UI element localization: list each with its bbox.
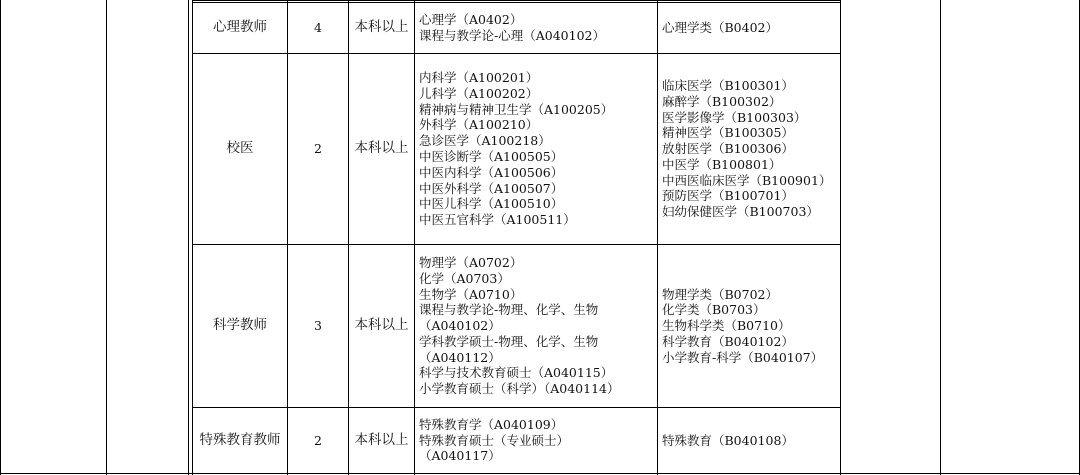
grad-major: 中医五官科学（A100511） [419, 212, 576, 228]
grad-major: 中医内科学（A100506） [419, 164, 564, 180]
undergrad-majors-cell [658, 3, 840, 53]
undergrad-major: 妇幼保健医学（B100703） [662, 204, 819, 220]
education-requirement: 本科以上 [354, 317, 409, 334]
position-cell [193, 408, 287, 473]
column-border [840, 0, 841, 475]
undergrad-major: 心理学类（B0402） [662, 20, 778, 36]
grad-major: 精神病与精神卫生学（A100205） [419, 101, 614, 117]
undergrad-majors-cell [658, 245, 840, 407]
education-requirement: 本科以上 [354, 140, 409, 157]
column-border [940, 0, 941, 475]
grad-major: （A040102） [419, 318, 501, 334]
count-cell [288, 245, 348, 407]
grad-majors-cell [415, 245, 657, 407]
row-border [0, 473, 1080, 474]
grad-major: 课程与教学论-物理、化学、生物 [419, 302, 599, 318]
undergrad-major: 医学影像学（B100303） [662, 109, 807, 125]
grad-major: 外科学（A100210） [419, 117, 539, 133]
grad-major: 科学与技术教育硕士（A040115） [419, 365, 614, 381]
grad-major: 特殊教育硕士（专业硕士） [419, 432, 570, 448]
grad-major: 特殊教育学（A040109） [419, 416, 564, 432]
undergrad-major: 物理学类（B0702） [662, 286, 778, 302]
grad-major: 内科学（A100201） [419, 70, 539, 86]
column-border [106, 0, 107, 475]
undergrad-major: 预防医学（B100701） [662, 188, 794, 204]
position-name: 校医 [226, 140, 254, 157]
grad-major: 中医诊断学（A100505） [419, 149, 564, 164]
undergrad-major: 中医学（B100801） [662, 156, 782, 172]
position-count: 2 [314, 432, 322, 448]
column-border [188, 0, 189, 475]
count-cell [288, 54, 348, 244]
grad-major: 生物学（A0710） [419, 286, 523, 302]
column-border [0, 0, 1, 475]
grad-major: （A040117） [419, 448, 501, 464]
undergrad-major: 临床医学（B100301） [662, 77, 794, 93]
undergrad-major: 化学类（B0703） [662, 302, 766, 318]
grad-major: 中医外科学（A100507） [419, 180, 564, 196]
undergrad-major: 精神医学（B100305） [662, 125, 794, 141]
grad-major: 急诊医学（A100218） [419, 133, 551, 149]
grad-major: 儿科学（A100202） [419, 85, 539, 101]
education-cell [349, 54, 414, 244]
position-cell [193, 245, 287, 407]
position-cell [193, 54, 287, 244]
grad-majors-cell [415, 3, 657, 53]
position-count: 3 [314, 318, 322, 334]
undergrad-major: 放射医学（B100306） [662, 141, 794, 157]
undergrad-majors-cell [658, 408, 840, 473]
count-cell [288, 408, 348, 473]
count-cell [288, 3, 348, 53]
education-cell [349, 245, 414, 407]
grad-majors-cell [415, 54, 657, 244]
undergrad-major: 小学教育-科学（B040107） [662, 349, 824, 365]
row-border [192, 0, 840, 1]
position-cell [193, 3, 287, 53]
undergrad-majors-cell [658, 54, 840, 244]
undergrad-major: 特殊教育（B040108） [662, 432, 794, 448]
education-requirement: 本科以上 [354, 431, 409, 448]
undergrad-major: 中西医临床医学（B100901） [662, 172, 832, 188]
position-name: 科学教师 [213, 317, 267, 334]
education-cell [349, 3, 414, 53]
position-count: 2 [314, 141, 322, 157]
grad-major: 课程与教学论-心理（A040102） [419, 28, 605, 43]
grad-major: 学科教学硕士-物理、化学、生物 [419, 333, 599, 349]
grad-major: 物理学（A0702） [419, 254, 523, 270]
grad-major: 小学教育硕士（科学）（A040114） [419, 381, 620, 397]
grad-major: 中医儿科学（A100510） [419, 196, 564, 212]
position-count: 4 [314, 20, 322, 36]
grad-major: 化学（A0703） [419, 270, 510, 286]
undergrad-major: 麻醉学（B100302） [662, 93, 782, 109]
position-name: 特殊教育教师 [199, 431, 281, 448]
grad-major: 心理学（A0402） [419, 12, 523, 28]
undergrad-major: 科学教育（B040102） [662, 333, 794, 349]
education-cell [349, 408, 414, 473]
grad-major: （A040112） [419, 349, 501, 365]
education-requirement: 本科以上 [354, 19, 409, 36]
undergrad-major: 生物科学类（B0710） [662, 318, 791, 334]
position-name: 心理教师 [213, 19, 267, 36]
grad-majors-cell [415, 408, 657, 473]
